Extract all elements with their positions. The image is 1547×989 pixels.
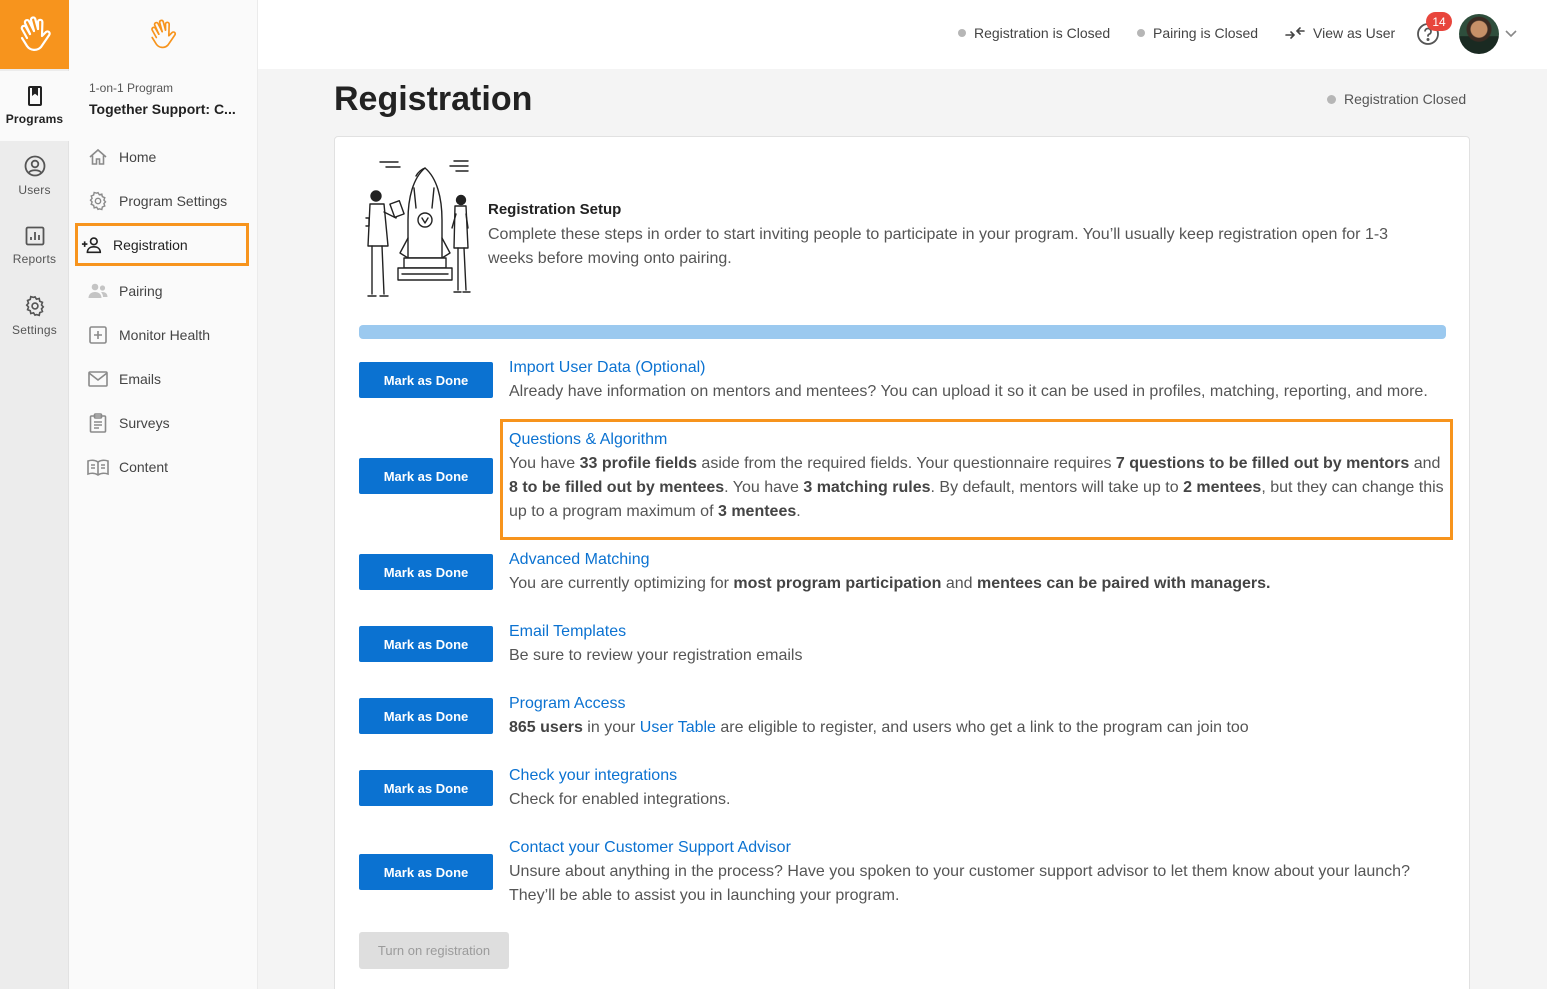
step-title-link[interactable]: Questions & Algorithm bbox=[509, 431, 668, 448]
registration-status-text: Registration is Closed bbox=[974, 25, 1111, 41]
setup-title: Registration Setup bbox=[488, 201, 622, 218]
app-logo[interactable] bbox=[0, 0, 69, 69]
nav-label-content: Content bbox=[119, 459, 169, 475]
mark-as-done-button[interactable]: Mark as Done bbox=[359, 854, 493, 890]
nav-label-surveys: Surveys bbox=[119, 415, 170, 431]
program-type: 1-on-1 Program bbox=[89, 81, 174, 95]
gear-icon bbox=[88, 191, 108, 211]
step-description: 865 users in your User Table are eligible to register, and users who get a link to the program can join too bbox=[509, 719, 1249, 736]
step-description: You are currently optimizing for most program participation and mentees can be paired with managers. bbox=[509, 575, 1271, 592]
status-dot bbox=[1327, 95, 1336, 104]
mark-as-done-button[interactable]: Mark as Done bbox=[359, 554, 493, 590]
home-icon bbox=[88, 147, 108, 167]
rail-label-users: Users bbox=[18, 183, 51, 197]
step-title-link[interactable]: Import User Data (Optional) bbox=[509, 359, 706, 376]
setup-progress-bar bbox=[359, 325, 1446, 339]
envelope-icon bbox=[88, 371, 108, 387]
nav-label-emails: Emails bbox=[119, 371, 162, 387]
rail-item-reports[interactable] bbox=[0, 211, 69, 281]
step-title-link[interactable]: Contact your Customer Support Advisor bbox=[509, 839, 791, 856]
pairing-status-indicator bbox=[1137, 25, 1258, 41]
notification-badge: 14 bbox=[1426, 12, 1452, 31]
step-title-link[interactable]: Advanced Matching bbox=[509, 551, 650, 568]
mark-as-done-button[interactable]: Mark as Done bbox=[359, 698, 493, 734]
rail-item-users[interactable] bbox=[0, 141, 69, 211]
nav-item-pairing[interactable] bbox=[84, 271, 249, 311]
status-dot bbox=[1137, 29, 1145, 37]
mark-as-done-button[interactable]: Mark as Done bbox=[359, 770, 493, 806]
top-bar bbox=[258, 0, 1547, 69]
user-table-link[interactable]: User Table bbox=[639, 719, 716, 736]
step-description: Unsure about anything in the process? Have you spoken to your customer support advisor to let them know about your launch? They’ll be able to assist you in launching your program. bbox=[509, 863, 1410, 904]
status-dot bbox=[958, 29, 966, 37]
nav-item-registration[interactable] bbox=[75, 223, 249, 266]
app-rail bbox=[0, 0, 69, 989]
swap-arrows-icon bbox=[1285, 26, 1305, 40]
nav-item-program-settings[interactable] bbox=[84, 181, 249, 221]
step-description: Already have information on mentors and mentees? You can upload it so it can be used in profiles, matching, reporting, and more. bbox=[509, 383, 1428, 400]
nav-item-emails[interactable] bbox=[84, 359, 249, 399]
rail-label-programs: Programs bbox=[5, 112, 64, 126]
program-name[interactable]: Together Support: C... bbox=[89, 101, 236, 117]
rail-item-settings[interactable] bbox=[0, 281, 69, 351]
registration-closed-status bbox=[1327, 91, 1466, 107]
step-title-link[interactable]: Check your integrations bbox=[509, 767, 678, 784]
nav-item-home[interactable] bbox=[84, 137, 249, 177]
nav-item-monitor-health[interactable] bbox=[84, 315, 249, 355]
bookmark-icon bbox=[26, 86, 44, 106]
program-logo bbox=[69, 0, 257, 69]
setup-description: Complete these steps in order to start inviting people to participate in your program. You’ll usually keep registration open for 1-3 weeks before moving onto pairing. bbox=[488, 226, 1389, 267]
rail-label-settings: Settings bbox=[12, 323, 57, 337]
nav-item-surveys[interactable] bbox=[84, 403, 249, 443]
waving-hand-icon bbox=[17, 16, 53, 54]
registration-setup-card bbox=[334, 136, 1470, 989]
avatar[interactable] bbox=[1459, 14, 1499, 54]
nav-label-monitor-health: Monitor Health bbox=[119, 327, 211, 343]
view-as-user-label: View as User bbox=[1313, 25, 1396, 41]
pairing-status-text: Pairing is Closed bbox=[1153, 25, 1259, 41]
mark-as-done-button[interactable]: Mark as Done bbox=[359, 362, 493, 398]
rocket-launch-illustration bbox=[358, 158, 476, 304]
nav-item-content[interactable] bbox=[84, 447, 249, 487]
registration-status-indicator bbox=[958, 25, 1110, 41]
turn-on-registration-button[interactable]: Turn on registration bbox=[359, 932, 509, 969]
book-icon bbox=[87, 458, 109, 476]
nav-label-registration: Registration bbox=[113, 236, 188, 253]
step-description: Check for enabled integrations. bbox=[509, 791, 731, 808]
waving-hand-icon bbox=[148, 19, 178, 51]
nav-label-program-settings: Program Settings bbox=[119, 193, 228, 209]
bar-chart-icon bbox=[25, 226, 45, 246]
rail-label-reports: Reports bbox=[12, 252, 57, 266]
nav-label-home: Home bbox=[119, 149, 157, 165]
clipboard-icon bbox=[89, 413, 107, 433]
add-user-icon bbox=[81, 235, 103, 255]
registration-closed-text: Registration Closed bbox=[1344, 91, 1467, 107]
mark-as-done-button[interactable]: Mark as Done bbox=[359, 458, 493, 494]
user-circle-icon bbox=[24, 155, 46, 177]
users-icon bbox=[87, 282, 109, 300]
nav-label-pairing: Pairing bbox=[119, 283, 163, 299]
rail-item-programs[interactable] bbox=[0, 71, 69, 141]
gear-icon bbox=[24, 295, 46, 317]
step-description: Be sure to review your registration emails bbox=[509, 647, 803, 664]
program-sidebar bbox=[69, 0, 258, 989]
step-title-link[interactable]: Email Templates bbox=[509, 623, 627, 640]
view-as-user-button[interactable] bbox=[1285, 25, 1395, 41]
step-description: You have 33 profile fields aside from the required fields. Your questionnaire requires 7 questions to be filled out by mentors and 8 to be filled out by mentees. You have 3 matching rules. By default, mentors will take up to 2 mentees, but they can change this up to a program maximum of 3 mentees. bbox=[509, 455, 1444, 520]
plus-square-icon bbox=[89, 326, 107, 344]
step-title-link[interactable]: Program Access bbox=[509, 695, 626, 712]
page-title: Registration bbox=[334, 80, 533, 118]
mark-as-done-button[interactable]: Mark as Done bbox=[359, 626, 493, 662]
chevron-down-icon[interactable] bbox=[1504, 26, 1518, 40]
